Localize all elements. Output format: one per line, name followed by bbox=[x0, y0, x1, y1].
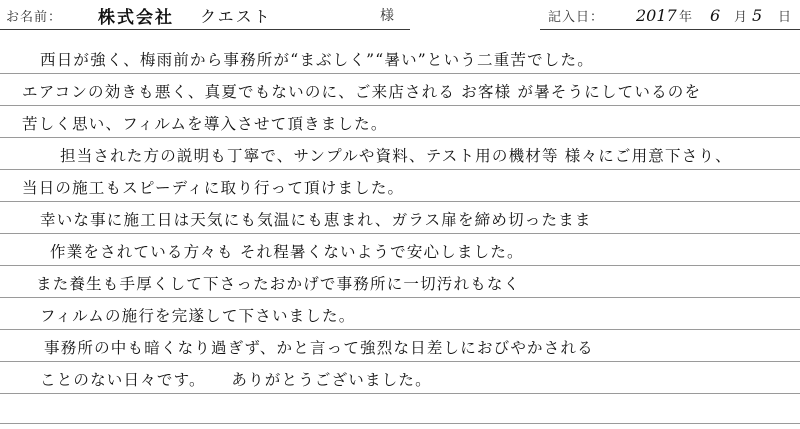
ruled-line bbox=[0, 265, 800, 266]
name-underline bbox=[0, 29, 410, 30]
ruled-line bbox=[0, 169, 800, 170]
name-label: お名前： bbox=[6, 9, 63, 25]
date-label: 記入日： bbox=[548, 9, 605, 25]
comment-line-3: 苦しく思い、フィルムを導入させて頂きました。 bbox=[22, 115, 388, 133]
comment-line-6: 幸いな事に施工日は天気にも気温にも恵まれ、ガラス扉を締め切ったまま bbox=[40, 211, 592, 229]
ruled-line bbox=[0, 361, 800, 362]
ruled-line bbox=[0, 329, 800, 330]
date-day-unit: 日 bbox=[778, 9, 793, 25]
customer-name bbox=[98, 0, 272, 30]
comment-line-1: 西日が強く、梅雨前から事務所が“まぶしく”“暑い”という二重苦でした。 bbox=[40, 51, 594, 69]
ruled-line bbox=[0, 105, 800, 106]
comment-line-2: エアコンの効きも悪く、真夏でもないのに、ご来店される お客様 が暑そうにしているのを bbox=[22, 83, 702, 101]
ruled-line bbox=[0, 393, 800, 394]
ruled-line bbox=[0, 137, 800, 138]
date-year: 2017 bbox=[636, 5, 677, 25]
comment-line-8: また養生も手厚くして下さったおかげで事務所に一切汚れもなく bbox=[36, 275, 521, 293]
company-type: 株式会社 bbox=[98, 7, 174, 28]
comment-line-7: 作業をされている方々も それ程暑くないようで安心しました。 bbox=[50, 243, 524, 261]
comment-line-5: 当日の施工もスピーディに取り行って頂けました。 bbox=[22, 179, 405, 197]
ruled-line bbox=[0, 73, 800, 74]
honorific: 様 bbox=[380, 8, 395, 24]
company-name: クエスト bbox=[200, 6, 272, 26]
ruled-line bbox=[0, 201, 800, 202]
date-underline bbox=[540, 29, 800, 30]
date-day: 5 bbox=[752, 5, 763, 25]
comment-line-11: ことのない日々です。 ありがとうございました。 bbox=[40, 371, 432, 389]
comment-line-4: 担当された方の説明も丁寧で、サンプルや資料、テスト用の機材等 様々にご用意下さり、 bbox=[60, 147, 732, 165]
date-month-unit: 月 bbox=[734, 9, 749, 25]
date-year-unit: 年 bbox=[679, 9, 694, 25]
ruled-line bbox=[0, 233, 800, 234]
date-month: 6 bbox=[710, 5, 721, 25]
ruled-line bbox=[0, 423, 800, 424]
ruled-line bbox=[0, 297, 800, 298]
comment-line-10: 事務所の中も暗くなり過ぎず、かと言って強烈な日差しにおびやかされる bbox=[44, 339, 594, 357]
comment-line-9: フィルムの施行を完遂して下さいました。 bbox=[40, 307, 356, 325]
